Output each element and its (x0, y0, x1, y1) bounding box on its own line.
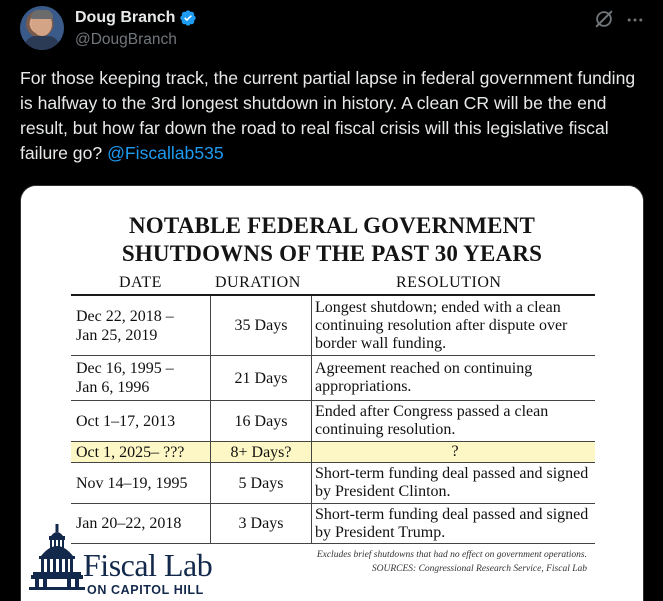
post-text (20, 66, 650, 166)
cell-date: Dec 16, 1995 – Jan 6, 1996 (71, 356, 211, 400)
cell-resolution: Short-term funding deal passed and signed by President Clinton. (315, 465, 589, 500)
fiscal-lab-logo-subtitle: ON CAPITOL HILL (87, 583, 204, 597)
table-row (71, 356, 595, 401)
post-media[interactable] (20, 185, 644, 601)
verified-badge-icon (179, 9, 197, 27)
table-row (71, 504, 595, 544)
infographic-title-line1: NOTABLE FEDERAL GOVERNMENT (128, 213, 536, 238)
cell-date: Dec 22, 2018 – Jan 25, 2019 (71, 296, 211, 355)
shutdown-table (71, 294, 595, 544)
cell-duration: 35 Days (211, 296, 312, 355)
grok-icon[interactable] (593, 8, 615, 30)
cell-duration: 3 Days (211, 504, 312, 543)
mention-link[interactable]: @Fiscallab535 (107, 143, 224, 163)
cell-duration: 16 Days (211, 401, 312, 441)
author-handle[interactable]: @DougBranch (75, 31, 177, 48)
cell-duration: 21 Days (211, 356, 312, 400)
shutdown-infographic (21, 186, 643, 601)
table-row-highlighted (71, 442, 595, 463)
cell-date: Oct 1, 2025– ??? (71, 442, 211, 462)
sources-note: SOURCES: Congressional Research Service, Fiscal Lab (371, 564, 587, 574)
author-name-row (75, 9, 197, 27)
cell-resolution: Ended after Congress passed a clean continuing resolution. (315, 403, 549, 438)
cell-duration: 5 Days (211, 463, 312, 503)
cell-date: Nov 14–19, 1995 (71, 463, 211, 503)
table-row (71, 463, 595, 504)
capitol-dome-icon (29, 522, 85, 592)
cell-resolution: ? (451, 443, 459, 460)
footnote: Excludes brief shutdowns that had no effect on government operations. (316, 550, 587, 560)
cell-duration: 8+ Days? (211, 442, 312, 462)
cell-date: Oct 1–17, 2013 (71, 401, 211, 441)
table-row (71, 296, 595, 356)
column-header-resolution: RESOLUTION (396, 274, 502, 291)
cell-date: Jan 20–22, 2018 (71, 504, 211, 543)
author-display-name[interactable]: Doug Branch (75, 9, 176, 26)
more-icon[interactable] (625, 10, 645, 30)
post-body: For those keeping track, the current partial lapse in federal government funding is halfway to the 3rd longest shutdown in history. A clean CR will be the end result, but how far down the road to real fiscal crisis will this legislative fiscal failure go? (20, 68, 636, 163)
fiscal-lab-logo-text: Fiscal Lab (83, 547, 213, 583)
avatar[interactable] (20, 6, 64, 50)
table-row (71, 401, 595, 442)
column-header-date: DATE (119, 274, 162, 291)
cell-resolution: Agreement reached on continuing appropriations. (315, 360, 533, 395)
cell-resolution: Short-term funding deal passed and signed by President Trump. (315, 505, 589, 541)
column-header-duration: DURATION (215, 274, 301, 291)
infographic-title-line2: SHUTDOWNS OF THE PAST 30 YEARS (121, 241, 543, 266)
cell-resolution: Longest shutdown; ended with a clean continuing resolution after dispute over border wall funding. (315, 298, 568, 352)
